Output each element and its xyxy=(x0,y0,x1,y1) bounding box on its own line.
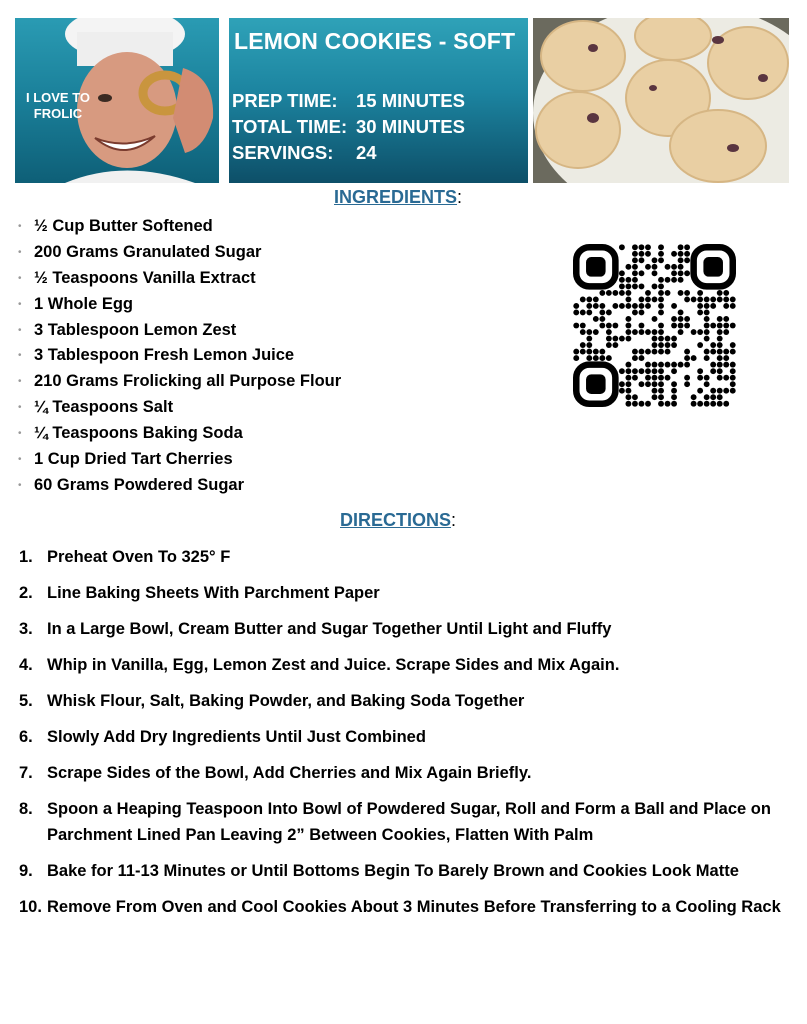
step-text: Bake for 11-13 Minutes or Until Bottoms Begin To Barely Brown and Cookies Look Matte xyxy=(47,862,739,880)
ingredient-item: • ½ Cup Butter Softened xyxy=(18,214,341,240)
step-number: 1. xyxy=(19,548,33,566)
direction-step xyxy=(19,724,789,750)
step-text: Spoon a Heaping Teaspoon Into Bowl of Powdered Sugar, Roll and Form a Ball and Place on Parchment Lined Pan Leaving 2” Between Cookies, Flatten With Palm xyxy=(47,800,771,844)
fact-value: 24 xyxy=(356,142,377,163)
step-text: Whip in Vanilla, Egg, Lemon Zest and Juice. Scrape Sides and Mix Again. xyxy=(47,656,620,674)
step-number: 3. xyxy=(19,620,33,638)
qr-code[interactable] xyxy=(573,244,736,407)
ingredient-text: 3 Tablespoon Fresh Lemon Juice xyxy=(34,346,295,365)
step-text: Slowly Add Dry Ingredients Until Just Combined xyxy=(47,728,426,746)
direction-step xyxy=(19,894,789,920)
step-text: Scrape Sides of the Bowl, Add Cherries and Mix Again Briefly. xyxy=(47,764,532,782)
ingredients-heading: INGREDIENTS: xyxy=(334,187,463,207)
ingredient-item: • 60 Grams Powdered Sugar xyxy=(18,473,341,499)
ingredient-text: ¼ Teaspoons Salt xyxy=(34,398,174,417)
step-number: 4. xyxy=(19,656,33,674)
direction-step xyxy=(19,760,789,786)
recipe-title: LEMON COOKIES - SOFT xyxy=(234,28,516,54)
ingredient-item: • 210 Grams Frolicking all Purpose Flour xyxy=(18,369,341,395)
ingredient-text: ½ Teaspoons Vanilla Extract xyxy=(34,268,256,287)
ingredients-heading-text: INGREDIENTS xyxy=(334,187,458,207)
ingredient-text: ¼ Teaspoons Baking Soda xyxy=(34,424,243,443)
ingredient-item: • ½ Teaspoons Vanilla Extract xyxy=(18,266,341,292)
prep-time-row xyxy=(232,88,465,114)
step-number: 7. xyxy=(19,764,33,782)
step-text: Preheat Oven To 325° F xyxy=(47,548,231,566)
ingredient-text: 210 Grams Frolicking all Purpose Flour xyxy=(34,372,342,391)
step-number: 2. xyxy=(19,584,33,602)
step-number: 6. xyxy=(19,728,33,746)
recipe-facts xyxy=(232,88,465,166)
direction-step xyxy=(19,796,789,848)
ingredient-text: 1 Cup Dried Tart Cherries xyxy=(34,450,233,469)
ingredient-text: 3 Tablespoon Lemon Zest xyxy=(34,320,237,339)
ingredient-item: • 200 Grams Granulated Sugar xyxy=(18,240,341,266)
step-text: Whisk Flour, Salt, Baking Powder, and Baking Soda Together xyxy=(47,692,525,710)
fact-value: 15 MINUTES xyxy=(356,90,465,111)
ingredient-item: • 3 Tablespoon Fresh Lemon Juice xyxy=(18,343,341,369)
cookie-photo-image xyxy=(533,18,789,183)
total-time-row xyxy=(232,114,465,140)
ingredient-text: 60 Grams Powdered Sugar xyxy=(34,475,244,494)
title-panel xyxy=(229,18,528,183)
ingredient-text: 200 Grams Granulated Sugar xyxy=(34,242,262,261)
servings-row xyxy=(232,140,465,166)
chef-photo-panel xyxy=(15,18,219,183)
ingredient-item: • ¼ Teaspoons Baking Soda xyxy=(18,421,341,447)
directions-heading-text: DIRECTIONS xyxy=(340,510,452,530)
ingredient-item: • 3 Tablespoon Lemon Zest xyxy=(18,318,341,344)
ingredient-item: • 1 Whole Egg xyxy=(18,292,341,318)
directions-list xyxy=(19,544,789,930)
direction-step xyxy=(19,858,789,884)
ingredient-text: ½ Cup Butter Softened xyxy=(34,217,213,235)
cookie-photo xyxy=(533,18,789,183)
ingredient-item: • 1 Cup Dried Tart Cherries xyxy=(18,447,341,473)
badge-text: I LOVE TO FROLIC xyxy=(25,90,91,121)
ingredient-item: • ¼ Teaspoons Salt xyxy=(18,395,341,421)
fact-label: TOTAL TIME: xyxy=(232,116,348,137)
step-number: 10. xyxy=(19,898,42,916)
step-number: 5. xyxy=(19,692,33,710)
direction-step xyxy=(19,544,789,570)
ingredient-text: 1 Whole Egg xyxy=(34,294,133,313)
directions-heading: DIRECTIONS: xyxy=(340,510,457,530)
direction-step xyxy=(19,616,789,642)
step-text: In a Large Bowl, Cream Butter and Sugar Together Until Light and Fluffy xyxy=(47,620,612,638)
fact-label: PREP TIME: xyxy=(232,90,338,111)
fact-value: 30 MINUTES xyxy=(356,116,465,137)
ingredients-list xyxy=(18,214,341,499)
step-number: 8. xyxy=(19,800,33,818)
direction-step xyxy=(19,580,789,606)
step-number: 9. xyxy=(19,862,33,880)
direction-step xyxy=(19,688,789,714)
fact-label: SERVINGS: xyxy=(232,142,334,163)
direction-step xyxy=(19,652,789,678)
step-text: Line Baking Sheets With Parchment Paper xyxy=(47,584,380,602)
step-text: Remove From Oven and Cool Cookies About 3 Minutes Before Transferring to a Cooling Rack xyxy=(47,898,781,916)
